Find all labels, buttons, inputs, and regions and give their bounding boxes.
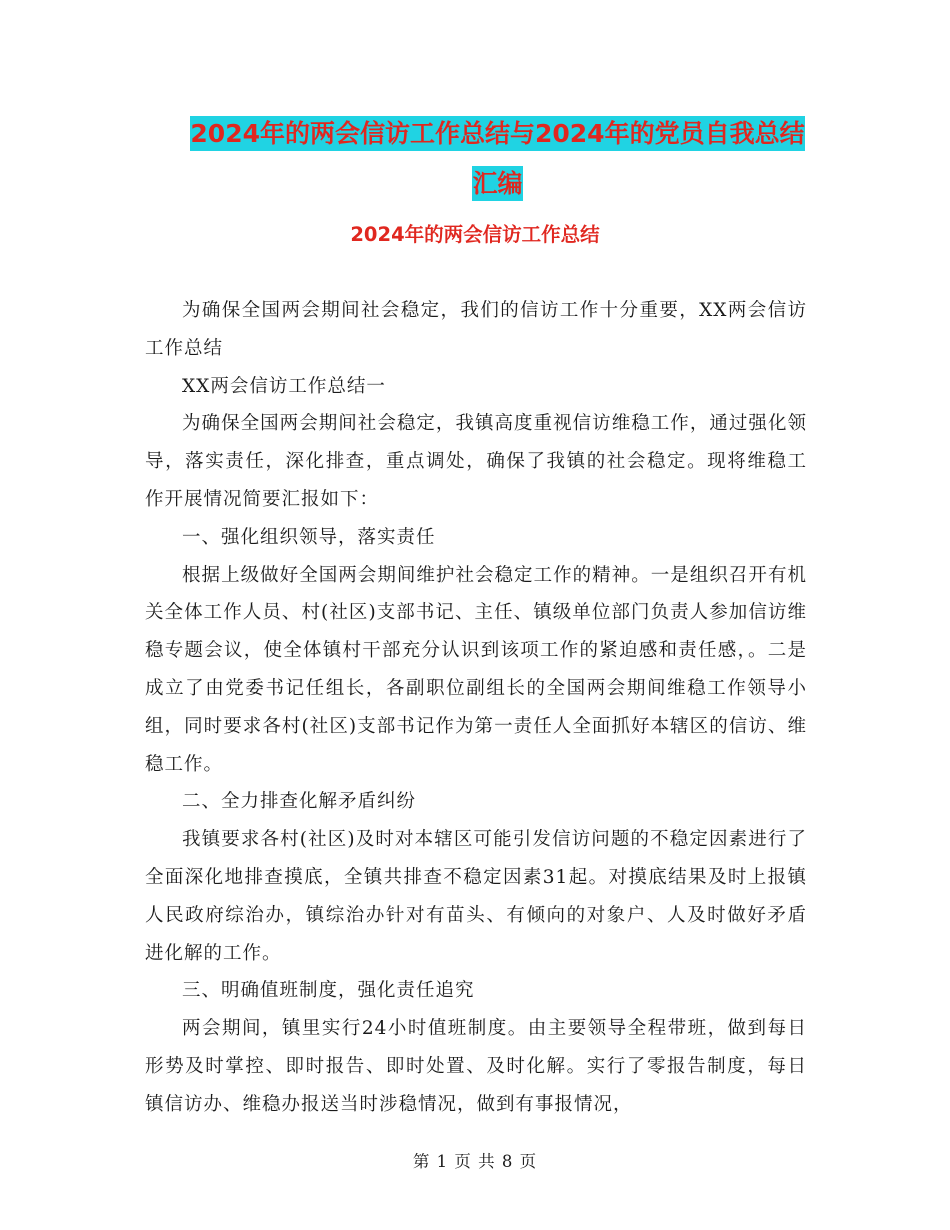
paragraph: XX两会信访工作总结一 [182, 375, 386, 397]
paragraph: 我镇要求各村(社区)及时对本辖区可能引发信访问题的不稳定因素进行了全面深化地排查摸底，全镇共排查不稳定因素31起。对摸底结果及时上报镇人民政府综治办，镇综治办针对有苗头、有倾向的对象户、人及时做好矛盾进化解的工作。 [145, 829, 807, 964]
document-title-line1: 2024年的两会信访工作总结与2024年的党员自我总结 [190, 116, 804, 151]
paragraph: 根据上级做好全国两会期间维护社会稳定工作的精神。一是组织召开有机关全体工作人员、村(社区)支部书记、主任、镇级单位部门负责人参加信访维稳专题会议，使全体镇村干部充分认识到该项工作的紧迫感和责任感，。二是成立了由党委书记任组长，各副职位副组长的全国两会期间维稳工作领导小组，同时要求各村(社区)支部书记作为第一责任人全面抓好本辖区的信访、维稳工作。 [145, 564, 807, 775]
section-heading: 三、明确值班制度，强化责任追究 [182, 980, 475, 1002]
document-title [145, 109, 850, 209]
page-footer [0, 1150, 950, 1174]
paragraph: 为确保全国两会期间社会稳定，我们的信访工作十分重要，XX两会信访工作总结 [145, 300, 807, 359]
page-number: 第 1 页 共 8 页 [412, 1152, 538, 1171]
section-title: 2024年的两会信访工作总结 [350, 223, 600, 246]
paragraph: 为确保全国两会期间社会稳定，我镇高度重视信访维稳工作，通过强化领导，落实责任，深化排查，重点调处，确保了我镇的社会稳定。现将维稳工作开展情况简要汇报如下： [145, 413, 807, 510]
paragraph: 两会期间，镇里实行24小时值班制度。由主要领导全程带班，做到每日形势及时掌控、即时报告、即时处置、及时化解。实行了零报告制度，每日镇信访办、维稳办报送当时涉稳情况，做到有事报情况， [145, 1018, 807, 1115]
section-heading: 一、强化组织领导，落实责任 [182, 526, 436, 548]
document-title-line2: 汇编 [472, 166, 522, 201]
section-heading: 二、全力排查化解矛盾纠纷 [182, 791, 417, 813]
document-body [145, 292, 807, 1124]
